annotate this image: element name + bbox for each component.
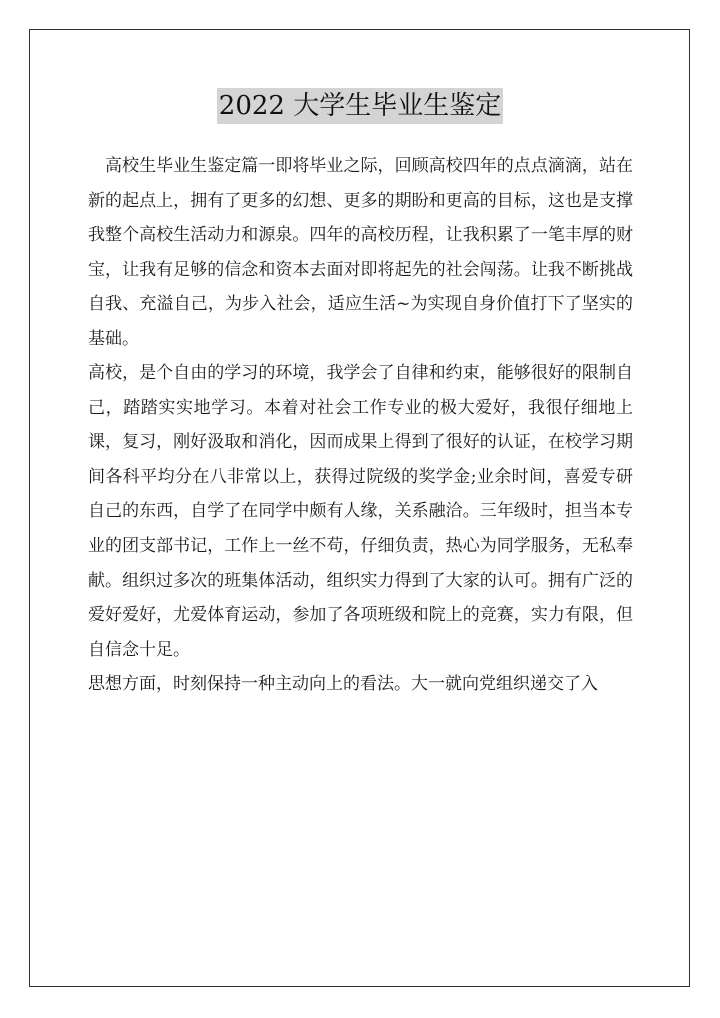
document-title: 2022 大学生毕业生鉴定 (217, 88, 503, 124)
document-body (88, 149, 633, 702)
title-container (0, 88, 720, 124)
paragraph: 思想方面，时刻保持一种主动向上的看法。大一就向党组织递交了入 (88, 674, 598, 695)
paragraph: 高校，是个自由的学习的环境，我学会了自律和约束，能够很好的限制自己，踏踏实实地学习。本着对社会工作专业的极大爱好，我很仔细地上课，复习，刚好汲取和消化，因而成果上得到了很好的认证，在校学习期间各科平均分在八非常以上，获得过院级的奖学金;业余时间，喜爱专研自己的东西，自学了在同学中颇有人缘，关系融洽。三年级时，担当本专业的团支部书记，工作上一丝不苟，仔细负责，热心为同学服务，无私奉献。组织过多次的班集体活动，组织实力得到了大家的认可。拥有广泛的爱好爱好，尤爱体育运动，参加了各项班级和院上的竞赛，实力有限，但自信念十足。 (88, 363, 633, 660)
paragraph: 高校生毕业生鉴定篇一即将毕业之际，回顾高校四年的点点滴滴，站在新的起点上，拥有了更多的幻想、更多的期盼和更高的目标，这也是支撑我整个高校生活动力和源泉。四年的高校历程，让我积累了一笔丰厚的财宝，让我有足够的信念和资本去面对即将起先的社会闯荡。让我不断挑战自我、充溢自己，为步入社会，适应生活~为实现自身价值打下了坚实的基础。 (88, 156, 633, 349)
